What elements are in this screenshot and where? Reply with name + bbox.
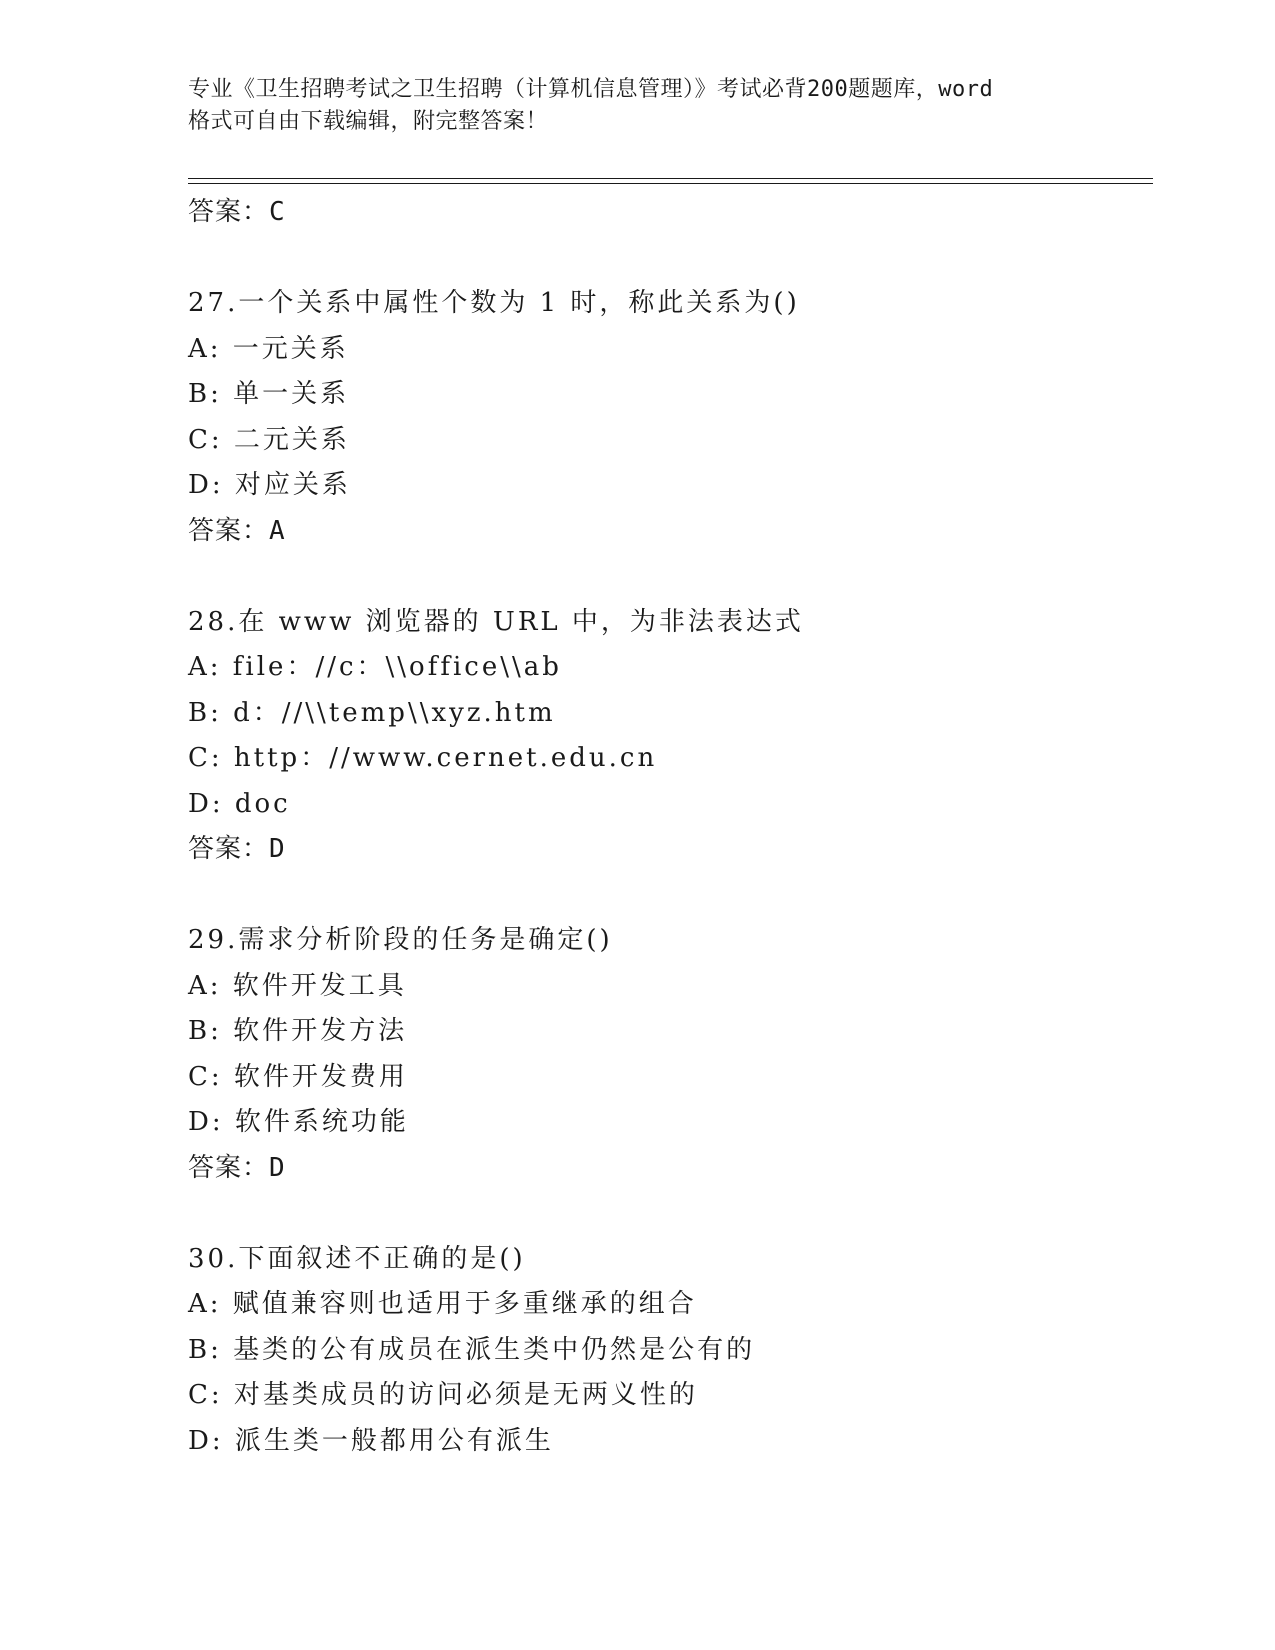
answer: 答案：D: [188, 1152, 286, 1183]
option-a: A: 赋值兼容则也适用于多重继承的组合: [188, 1289, 697, 1319]
header-divider-bottom: [188, 183, 1153, 184]
option-b: B: 基类的公有成员在派生类中仍然是公有的: [188, 1334, 756, 1365]
option-b: B: 软件开发方法: [188, 1016, 408, 1046]
header-line-2: 格式可自由下载编辑，附完整答案！: [188, 109, 549, 134]
option-d: D: doc: [188, 788, 291, 819]
answer: 答案：D: [188, 834, 286, 864]
option-c: C: http：//www.cernet.edu.cn: [188, 743, 658, 773]
question-text: 27.一个关系中属性个数为 1 时，称此关系为(): [188, 288, 800, 318]
option-c: C: 对基类成员的访问必须是无两义性的: [188, 1380, 698, 1410]
question-text: 30.下面叙述不正确的是(): [188, 1243, 526, 1274]
option-b: B: d：//\\temp\\xyz.htm: [188, 697, 556, 728]
option-a: A: file：//c：\\office\\ab: [188, 652, 562, 682]
option-d: D: 派生类一般都用公有派生: [188, 1425, 554, 1456]
option-a: A: 软件开发工具: [188, 970, 407, 1001]
option-c: C: 软件开发费用: [188, 1061, 408, 1092]
question-text: 28.在 www 浏览器的 URL 中，为非法表达式: [188, 606, 804, 637]
option-c: C: 二元关系: [188, 424, 350, 455]
question-30: [188, 1237, 1148, 1465]
previous-answer: 答案：C: [188, 197, 286, 227]
option-a: A: 一元关系: [188, 333, 349, 364]
question-list: [188, 190, 1148, 1464]
header-line-1: 专业《卫生招聘考试之卫生招聘（计算机信息管理）》考试必背200题题库，word: [188, 77, 994, 102]
header-divider-top: [188, 178, 1153, 179]
option-d: D: 对应关系: [188, 470, 351, 500]
question-29: [188, 918, 1148, 1191]
question-text: 29.需求分析阶段的任务是确定(): [188, 925, 613, 955]
question-27: [188, 281, 1148, 554]
option-b: B: 单一关系: [188, 379, 350, 409]
document-header: [188, 74, 1108, 138]
option-d: D: 软件系统功能: [188, 1107, 409, 1137]
answer: 答案：A: [188, 515, 286, 546]
question-28: [188, 600, 1148, 873]
